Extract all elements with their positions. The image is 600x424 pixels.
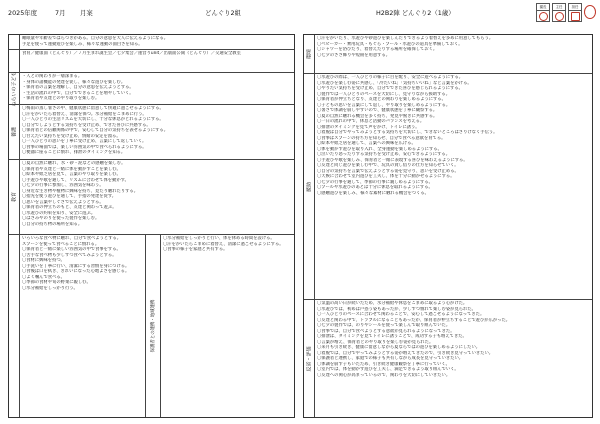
seal-stamp — [555, 12, 564, 21]
row-label-text: ねらいの子ども — [11, 70, 18, 107]
text-line: 〇はさみやのりを使った製作を楽しむ。 — [22, 216, 100, 221]
text-line: 〇指先を使う遊びを通して、手指の発達を促す。 — [22, 194, 117, 199]
text-line: 〇着脱では、自分でやってみようとする姿が増えてきたので、引き続き見守っていきたい。 — [317, 350, 494, 356]
food-education-block — [22, 236, 143, 416]
month: 7月 — [55, 9, 66, 17]
text-line: 〇泣いたり怒ったりする気持ちを受け止め、安心できるようにする。 — [317, 152, 451, 157]
text-line: 〇体を動かす遊びを取り入れ、全身運動を楽しめるようにする。 — [317, 146, 442, 152]
text-line: 〇保育者の仲立ちのもと、友達と関わって遊ぶ。 — [22, 205, 117, 210]
fiscal-year: 2025年度 — [8, 9, 38, 17]
stamp-box-chief — [552, 3, 566, 22]
family-collab-block — [163, 236, 292, 416]
text-line: 〇水遊びの際は、一人ひとりの様子に目を配り、安全に遊べるようにする。 — [317, 75, 464, 80]
row-content — [22, 36, 292, 48]
text-line: 〇水分補給をしっかり行う。 — [22, 285, 78, 291]
text-line: 〇手遊びや歌を楽しみ、保育者と一緒に表現する喜びを味わえるようにする。 — [317, 157, 468, 163]
text-line: 〇やりたい気持ちを受け止め、自分でできた喜びを感じられるようにする。 — [317, 86, 463, 91]
plan-type: 月案 — [80, 9, 93, 17]
text-line: いろいろな食べ物に触れ、自分で食べようとする。 — [22, 236, 122, 241]
text-line: 〇体調を崩す子もいたため、引き続き健康観察を丁寧に行っていく。 — [317, 361, 450, 367]
document-header — [0, 0, 600, 34]
text-line: 〇夏の自然に触れる機会を多く持ち、発見や驚きに共感する。 — [317, 113, 438, 119]
text-line: 〇食事の様子を家庭と共有する。 — [163, 247, 228, 252]
row-content — [317, 75, 590, 298]
text-line: 睡眠量や年齢差でばらつきがある。自分の意思を大人に伝えるようになる。 — [22, 36, 169, 41]
text-line: 〇季節の食材や旬の野菜に親しむ。 — [22, 280, 91, 285]
age-group-label: H2B2陣 どんぐり2（1歳） — [376, 9, 455, 17]
stamp-box-principal — [536, 3, 550, 22]
text-line: 〇一人ひとりの思いを丁寧に受け止め、言葉にして返していく。 — [22, 139, 147, 144]
text-line: ・人との関わりが一層深まる。 — [22, 74, 83, 79]
text-line: 〇食材に興味を持つ。 — [22, 258, 65, 263]
text-line: 〇身近な生き物や植物に興味を持ち、見たり触れたりする。 — [22, 188, 139, 194]
text-line: 〇自分の気持ちを言葉で伝えようとする姿を見守り、思いを受け止める。 — [317, 168, 459, 174]
text-line: 〇気温の高い日が続いたため、水分補給や休息をこまめに取るよう心がけた。 — [317, 301, 468, 306]
class-name: どんぐり2組 — [205, 9, 242, 17]
text-line: 〇友達への関心が高まっているので、関わりを大切にしていきたい。 — [317, 372, 451, 378]
row-content — [317, 301, 590, 416]
text-line: 〇便器に座ることに慣れ、排泄のタイミングを知る。 — [22, 150, 126, 155]
text-line: 〇友達と同じ遊びを楽しむ中で、玩具の貸し借りの仕方を知らせていく。 — [317, 163, 459, 168]
text-line: 〇一人ひとりのペースに合わせて関わることで、安心して過ごせるようになってきた。 — [317, 312, 485, 317]
stamp-label: 担任 — [569, 4, 581, 11]
section-care — [9, 104, 294, 159]
text-line: 〇一日の流れの中で、休息と活動のバランスを考える。 — [317, 119, 425, 124]
text-line: 〇七夕の行事を通して、季節の行事に親しめるようにする。 — [317, 179, 433, 185]
text-line: 〇食事の場面では、楽しい雰囲気の中で食べられるようにする。 — [22, 144, 147, 150]
text-line: 〇天候に合わせて室内遊びを工夫し、体を十分に動かせるようにする。 — [317, 174, 455, 179]
row-content — [317, 36, 590, 72]
row-content — [22, 51, 292, 71]
text-line: 〇七夕のささ飾りや短冊を用意する。 — [317, 52, 391, 58]
row-label — [9, 35, 20, 49]
text-line: 〇梅雨の蒸し暑さの中、健康状態に留意して快適に過ごせるようにする。 — [22, 106, 164, 111]
row-label — [304, 74, 315, 299]
row-label-text: 援助 — [306, 181, 313, 192]
section-food-and-family — [9, 234, 294, 417]
text-line: 〇自分でしようとする気持ちを受け止め、できた喜びに共感する。 — [22, 122, 151, 128]
text-line: 〇水遊びの約束を知り、安全に遊ぶ。 — [22, 210, 96, 216]
text-line: 〇七夕の行事に参加し、雰囲気を味わう。 — [22, 183, 104, 188]
row-label — [304, 35, 315, 73]
text-line: 手足を使って運動遊びを楽しみ、様々な運動の面白さを知る。 — [22, 41, 143, 47]
text-line: スプーンを使って食べることに慣れる。 — [22, 241, 100, 247]
text-line: ・保育者や友達とのやり取りを楽しむ。 — [22, 96, 100, 101]
text-line: 〇夏の自然に触れ、水・砂・泥などの感触を楽しむ。 — [22, 161, 126, 166]
text-line: 〇来月も引き続き、健康に留意しながら夏ならではの遊びを楽しめるようにしたい。 — [317, 345, 481, 350]
row-label-text: 教育 — [11, 191, 18, 203]
section-environment — [304, 35, 592, 73]
text-line: 〇手洗いを丁寧に行い、清潔にする習慣を身につける。 — [22, 263, 130, 269]
text-line: ・保育者の言葉を理解し、自分の意思を伝えようとする。 — [22, 85, 134, 90]
seal-stamp — [539, 12, 548, 21]
text-line: 〇感触遊びを楽しみ、様々な素材に触れる機会をつくる。 — [317, 190, 429, 196]
text-line: 〇水遊びを楽しむ姿に共感し、「冷たいね」「気持ちいいね」など言葉をかける。 — [317, 80, 472, 86]
text-line: 食育／健康面（どんぐり）／７月生まれ誕生会／七夕集会／運営りunit／出版面公開（どんぐり）／交通安全教室 — [22, 51, 241, 56]
section-events — [9, 49, 294, 72]
text-line: 〇友達と関わる中で、トラブルになることもあったが、保育者が仲立ちすることで遊びが広がった。 — [317, 317, 511, 323]
text-line: 〇よく噛んで食べる。 — [22, 274, 65, 280]
text-line: 〇保護者と連携し、家庭での様子も共有しながら成長を見守っていきたい。 — [317, 356, 464, 361]
text-line: 〇排泄のタイミングを見て声をかけ、トイレに誘う。 — [317, 124, 420, 130]
approval-stamps — [536, 3, 598, 23]
row-label — [9, 160, 20, 234]
split-area — [22, 235, 294, 417]
text-line: 〇苦手な食べ物も少しずつ食べてみようとする。 — [22, 252, 117, 258]
text-line: 〇思いを言葉やしぐさで伝えようとする。 — [22, 199, 104, 205]
row-label — [9, 50, 20, 72]
text-line: 〇暑さで体調を崩しやすいので、健康状態を丁寧に観察する。 — [317, 108, 438, 113]
family-collab-label-col — [145, 235, 161, 417]
text-line: 〇汗をかいたり、水遊びや砂遊びを楽しんだりできるよう着替えを多めに用意してもらう。 — [317, 36, 494, 41]
text-line: 〇室内では、体を動かす遊びを工夫し、満足できるよう取り組んでいく。 — [317, 367, 459, 372]
text-line: 〇保育者が仲立ちとなり、友達との関わりを楽しめるようにする。 — [317, 97, 446, 102]
text-line: 〇プールや水遊びのあとは十分に休息を取れるようにする。 — [317, 185, 433, 190]
text-line: 〇保育者や友達と一緒に体を動かすことを楽しむ。 — [22, 166, 121, 172]
stamp-label: 主任 — [553, 4, 565, 11]
family-collab-label: 保護者との連携・地域連携 — [151, 299, 156, 353]
text-line: 〇汗をかいたら着替え、清潔を保つ。水分補給をこまめに行う。 — [22, 111, 147, 117]
right-page — [303, 34, 593, 418]
row-label — [9, 235, 20, 417]
text-line: 〇保育者と一緒に楽しい雰囲気の中で食事をする。 — [22, 247, 121, 252]
row-label-text: 反省・評価 — [306, 345, 313, 372]
text-line: 〇シャワーを浴びたり、着替えたりする場所を確保しておく。 — [317, 47, 438, 52]
stamp-label: 園長 — [537, 4, 549, 11]
stamp-box-teacher — [568, 3, 582, 22]
row-content — [22, 161, 292, 233]
text-line: 〇製作では一人ひとりのペースを大切にし、見守りながら援助する。 — [317, 91, 450, 97]
row-label-text: 環境 — [306, 48, 313, 60]
text-line: 〇絵本や紙芝居を通して、言葉への興味を広げる。 — [317, 141, 416, 146]
text-line: ・身体の諸機能の発達を促し、様々な遊びを楽しむ。 — [22, 79, 126, 85]
section-reflection — [304, 299, 592, 417]
row-label-text: 養護 — [11, 126, 18, 138]
text-line: 〇着脱は自分でやってみようとする気持ちを大切にし、できないところはさりげなく手伝う。 — [317, 130, 498, 135]
text-line: 〇汗をかいたらこまめに着替え、清潔に過ごせるようにする。 — [163, 241, 284, 247]
text-line: 〇排泄は、タイミングを見てトイレに誘うことで、成功する子も増えてきた。 — [317, 334, 467, 339]
text-line: 〇言葉が増え、保育者とのやり取りを楽しむ姿が見られた。 — [317, 339, 434, 345]
row-content — [22, 106, 292, 158]
section-education — [9, 159, 294, 234]
text-line: 〇保育者との信頼関係の中で、安心して自分の気持ちを表せるようにする。 — [22, 128, 169, 133]
text-line: 〇水遊びでは、初めは戸惑う姿もあったが、少しずつ慣れて楽しむ姿が見られた。 — [317, 306, 476, 312]
section-goals — [9, 70, 294, 107]
text-line: 〇子どもの思いを言葉にして返し、やり取りを楽しめるようにする。 — [317, 102, 451, 108]
seal-stamp — [571, 12, 580, 21]
row-label — [304, 300, 315, 417]
text-line: 〇甘えたい気持ちを受け止め、情緒の安定を図る。 — [22, 133, 121, 139]
section-support — [304, 73, 592, 299]
text-line: 〇食事はスプーンの持ち方を知らせ、自分で食べる意欲を育てる。 — [317, 135, 446, 141]
row-content — [22, 74, 292, 103]
text-line: 〇ベビーカー・乗用玩具・もぐら・プール・水遊びの道具を準備しておく。 — [317, 41, 463, 47]
text-line: 〇食後は口を拭き、きれいになった心地よさを感じる。 — [22, 269, 130, 274]
row-label — [9, 70, 20, 107]
text-line: 〇七夕の製作では、のりやシールを使って楽しんで取り組んでいた。 — [317, 323, 451, 328]
text-line: 〇食事では、自分で食べようとする意欲が見られるようになってきた。 — [317, 328, 455, 334]
text-line: ・生活の流れの中で、自分でできることを増やしていく。 — [22, 90, 134, 96]
section-overview — [9, 35, 294, 49]
text-line: 〇手遊びや歌を通して、リズムに合わせて体を動かす。 — [22, 177, 129, 183]
text-line: 〇水分補給をしっかりと行い、体を休める時間を設ける。 — [163, 236, 275, 241]
text-line: 〇一人ひとりの生活リズムを大切にし、十分な休息がとれるようにする。 — [22, 117, 164, 122]
left-page — [8, 34, 295, 418]
text-line: 〇自分の持ち物の場所を知る。 — [22, 221, 83, 227]
handwritten-seal — [584, 5, 596, 19]
text-line: 〇絵本や紙芝居を見て、言葉のやり取りを楽しむ。 — [22, 172, 121, 177]
row-label — [9, 105, 20, 159]
